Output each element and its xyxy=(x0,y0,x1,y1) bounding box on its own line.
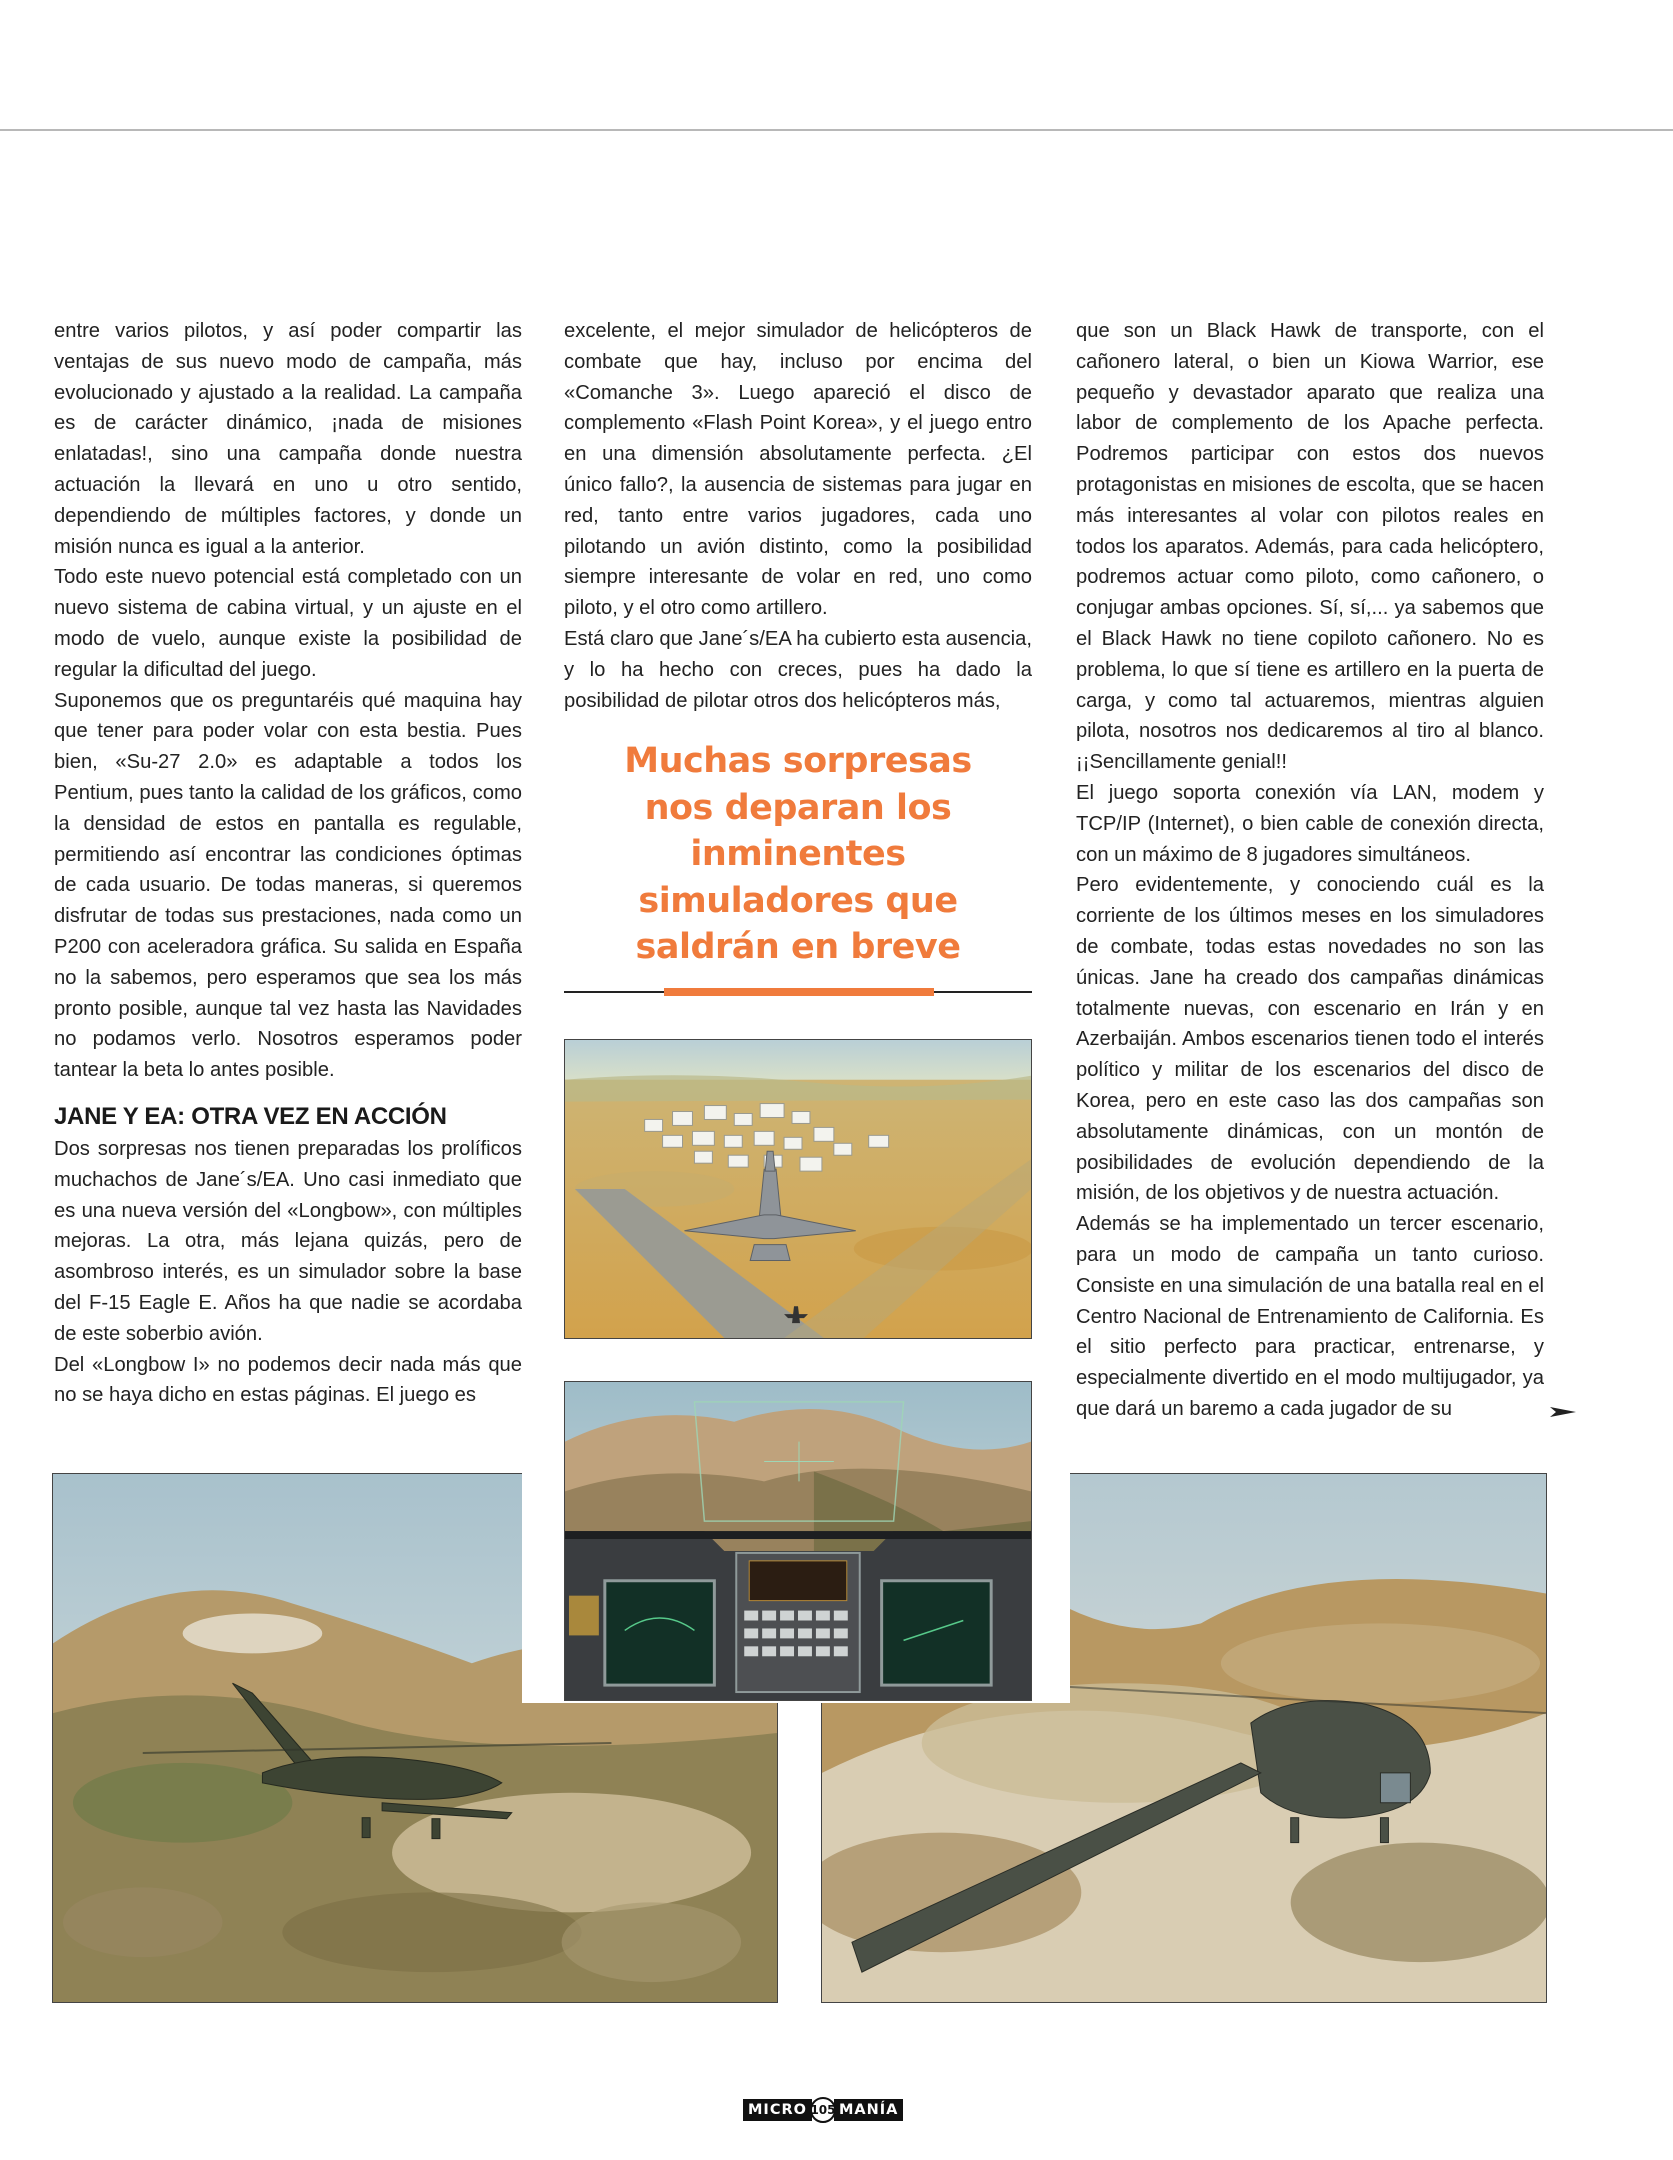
paragraph: que son un Black Hawk de transporte, con el cañonero lateral, o bien un Kiowa Warrior, ese pequeño y devastador aparato que realiza una labor de complemento de los Apache perfecta. Podremos participar con estos dos nuevos protagonistas en misiones de escolta, que se hacen más interesantes al volar con pilotos reales en todos los aparatos. Además, para cada helicóptero, podremos actuar como piloto, como cañonero, o conjugar ambas opciones. Sí, sí,... ya sabemos que el Black Hawk no tiene copiloto cañonero. No es problema, lo que sí tiene es artillero en la puerta de carga, y como tal actuaremos, mientras alguien pilota, nosotros nos dedicaremos al tiro al blanco. ¡¡Sencillamente genial!! xyxy=(1076,320,1544,774)
paragraph: Además se ha implementado un tercer escenario, para un modo de campaña un tanto curioso. Consiste en una simulación de una batalla real en el Centro Nacional de Entrenamiento de California. Es el sitio perfecto para practicar, entrenarse, y especialmente divertido en el modo multijugador, ya que dará un baremo a cada jugador de su xyxy=(1076,1213,1544,1420)
article-column-3 xyxy=(1076,316,1544,1425)
pull-quote-line: simuladores que xyxy=(638,880,958,921)
page-number: 105 xyxy=(810,2097,836,2123)
pull-quote-line: inminentes xyxy=(690,834,906,874)
pull-quote-line: Muchas sorpresas xyxy=(624,741,972,781)
pull-quote-line: saldrán en breve xyxy=(635,927,961,967)
paragraph: Pero evidentemente, y conociendo cuál es la corriente de los últimos meses en los simuladores de combate, todas estas novedades no son las únicas. Jane ha creado dos campañas dinámicas totalmente nuevas, con escenario en Irán y en Azerbaiján. Ambos escenarios tienen todo el interés político y militar de los escenarios del disco de Korea, pero en este caso las dos campañas son absolutamente dinámicas, con un montón de posibilidades de evolución dependiendo de la misión, de los objetivos y de nuestra actuación. xyxy=(1076,874,1544,1205)
screenshot-jet-village xyxy=(564,1039,1032,1339)
paragraph: El juego soporta conexión vía LAN, modem y TCP/IP (Internet), o bien cable de conexión directa, con un máximo de 8 jugadores simultáneos. xyxy=(1076,781,1544,866)
paragraph: Suponemos que os preguntaréis qué maquina hay que tener para poder volar con esta bestia. Pues bien, «Su-27 2.0» es adaptable a todos los Pentium, pues tanto la calidad de los gráficos, como la densidad de estos en pantalla es regulable, permitiendo así encontrar las condiciones óptimas de cada usuario. De todas maneras, si queremos disfrutar de todas sus prestaciones, nada como un P200 con aceleradora gráfica. Su salida en España no la sabemos, pero esperamos que sea los más pronto posible, aunque tal vez hasta las Navidades no podamos verlo. Nosotros esperamos poder tantear la beta lo antes posible. xyxy=(54,689,522,1082)
article-column-2 xyxy=(564,316,1032,716)
article-column-1 xyxy=(54,316,522,1411)
pull-quote xyxy=(564,738,1032,971)
footer-brand-left: MICRO xyxy=(743,2099,812,2121)
page-footer xyxy=(743,2097,903,2123)
paragraph: Dos sorpresas nos tienen preparadas los prolíficos muchachos de Jane´s/EA. Uno casi inmediato que es una nueva versión del «Longbow», con múltiples mejoras. La otra, más lejana quizás, pero de asombroso interés, es un simulador sobre la base del F-15 Eagle E. Años ha que nadie se acordaba de este soberbio avión. xyxy=(54,1137,522,1345)
section-heading: JANE Y EA: OTRA VEZ EN ACCIÓN xyxy=(54,1102,447,1130)
paragraph: excelente, el mejor simulador de helicópteros de combate que hay, incluso por encima del «Comanche 3». Luego apareció el disco de complemento «Flash Point Korea», y el juego entro en una dimensión absolutamente perfecta. ¿El único fallo?, la ausencia de sistemas para jugar en red, tanto entre varios jugadores, cada uno pilotando un avión distinto, como la posibilidad siempre interesante de volar en red, uno como piloto, y el otro como artillero. xyxy=(564,320,1032,620)
paragraph: Del «Longbow I» no podemos decir nada más que no se haya dicho en estas páginas. El juego es xyxy=(54,1353,522,1407)
pull-quote-line: nos deparan los xyxy=(644,787,952,828)
footer-brand-right: MANÍA xyxy=(834,2099,903,2121)
paragraph: entre varios pilotos, y así poder compartir las ventajas de sus nuevo modo de campaña, más evolucionado y ajustado a la realidad. La campaña es de carácter dinámico, ¡nada de misiones enlatadas!, sino una campaña donde nuestra actuación la llevará en uno u otro sentido, dependiendo de múltiples factores, y donde un misión nunca es igual a la anterior. xyxy=(54,320,522,558)
screenshot-cockpit-front xyxy=(564,1381,1032,1701)
top-rule xyxy=(0,129,1673,131)
pull-quote-accent-bar xyxy=(664,988,934,996)
paragraph: Todo este nuevo potencial está completado con un nuevo sistema de cabina virtual, y un ajuste en el modo de vuelo, aunque existe la posibilidad de regular la dificultad del juego. xyxy=(54,566,522,681)
paragraph: Está claro que Jane´s/EA ha cubierto esta ausencia, y lo ha hecho con creces, pues ha dado la posibilidad de pilotar otros dos helicópteros más, xyxy=(564,627,1032,712)
continue-arrow-icon xyxy=(1550,1403,1576,1421)
